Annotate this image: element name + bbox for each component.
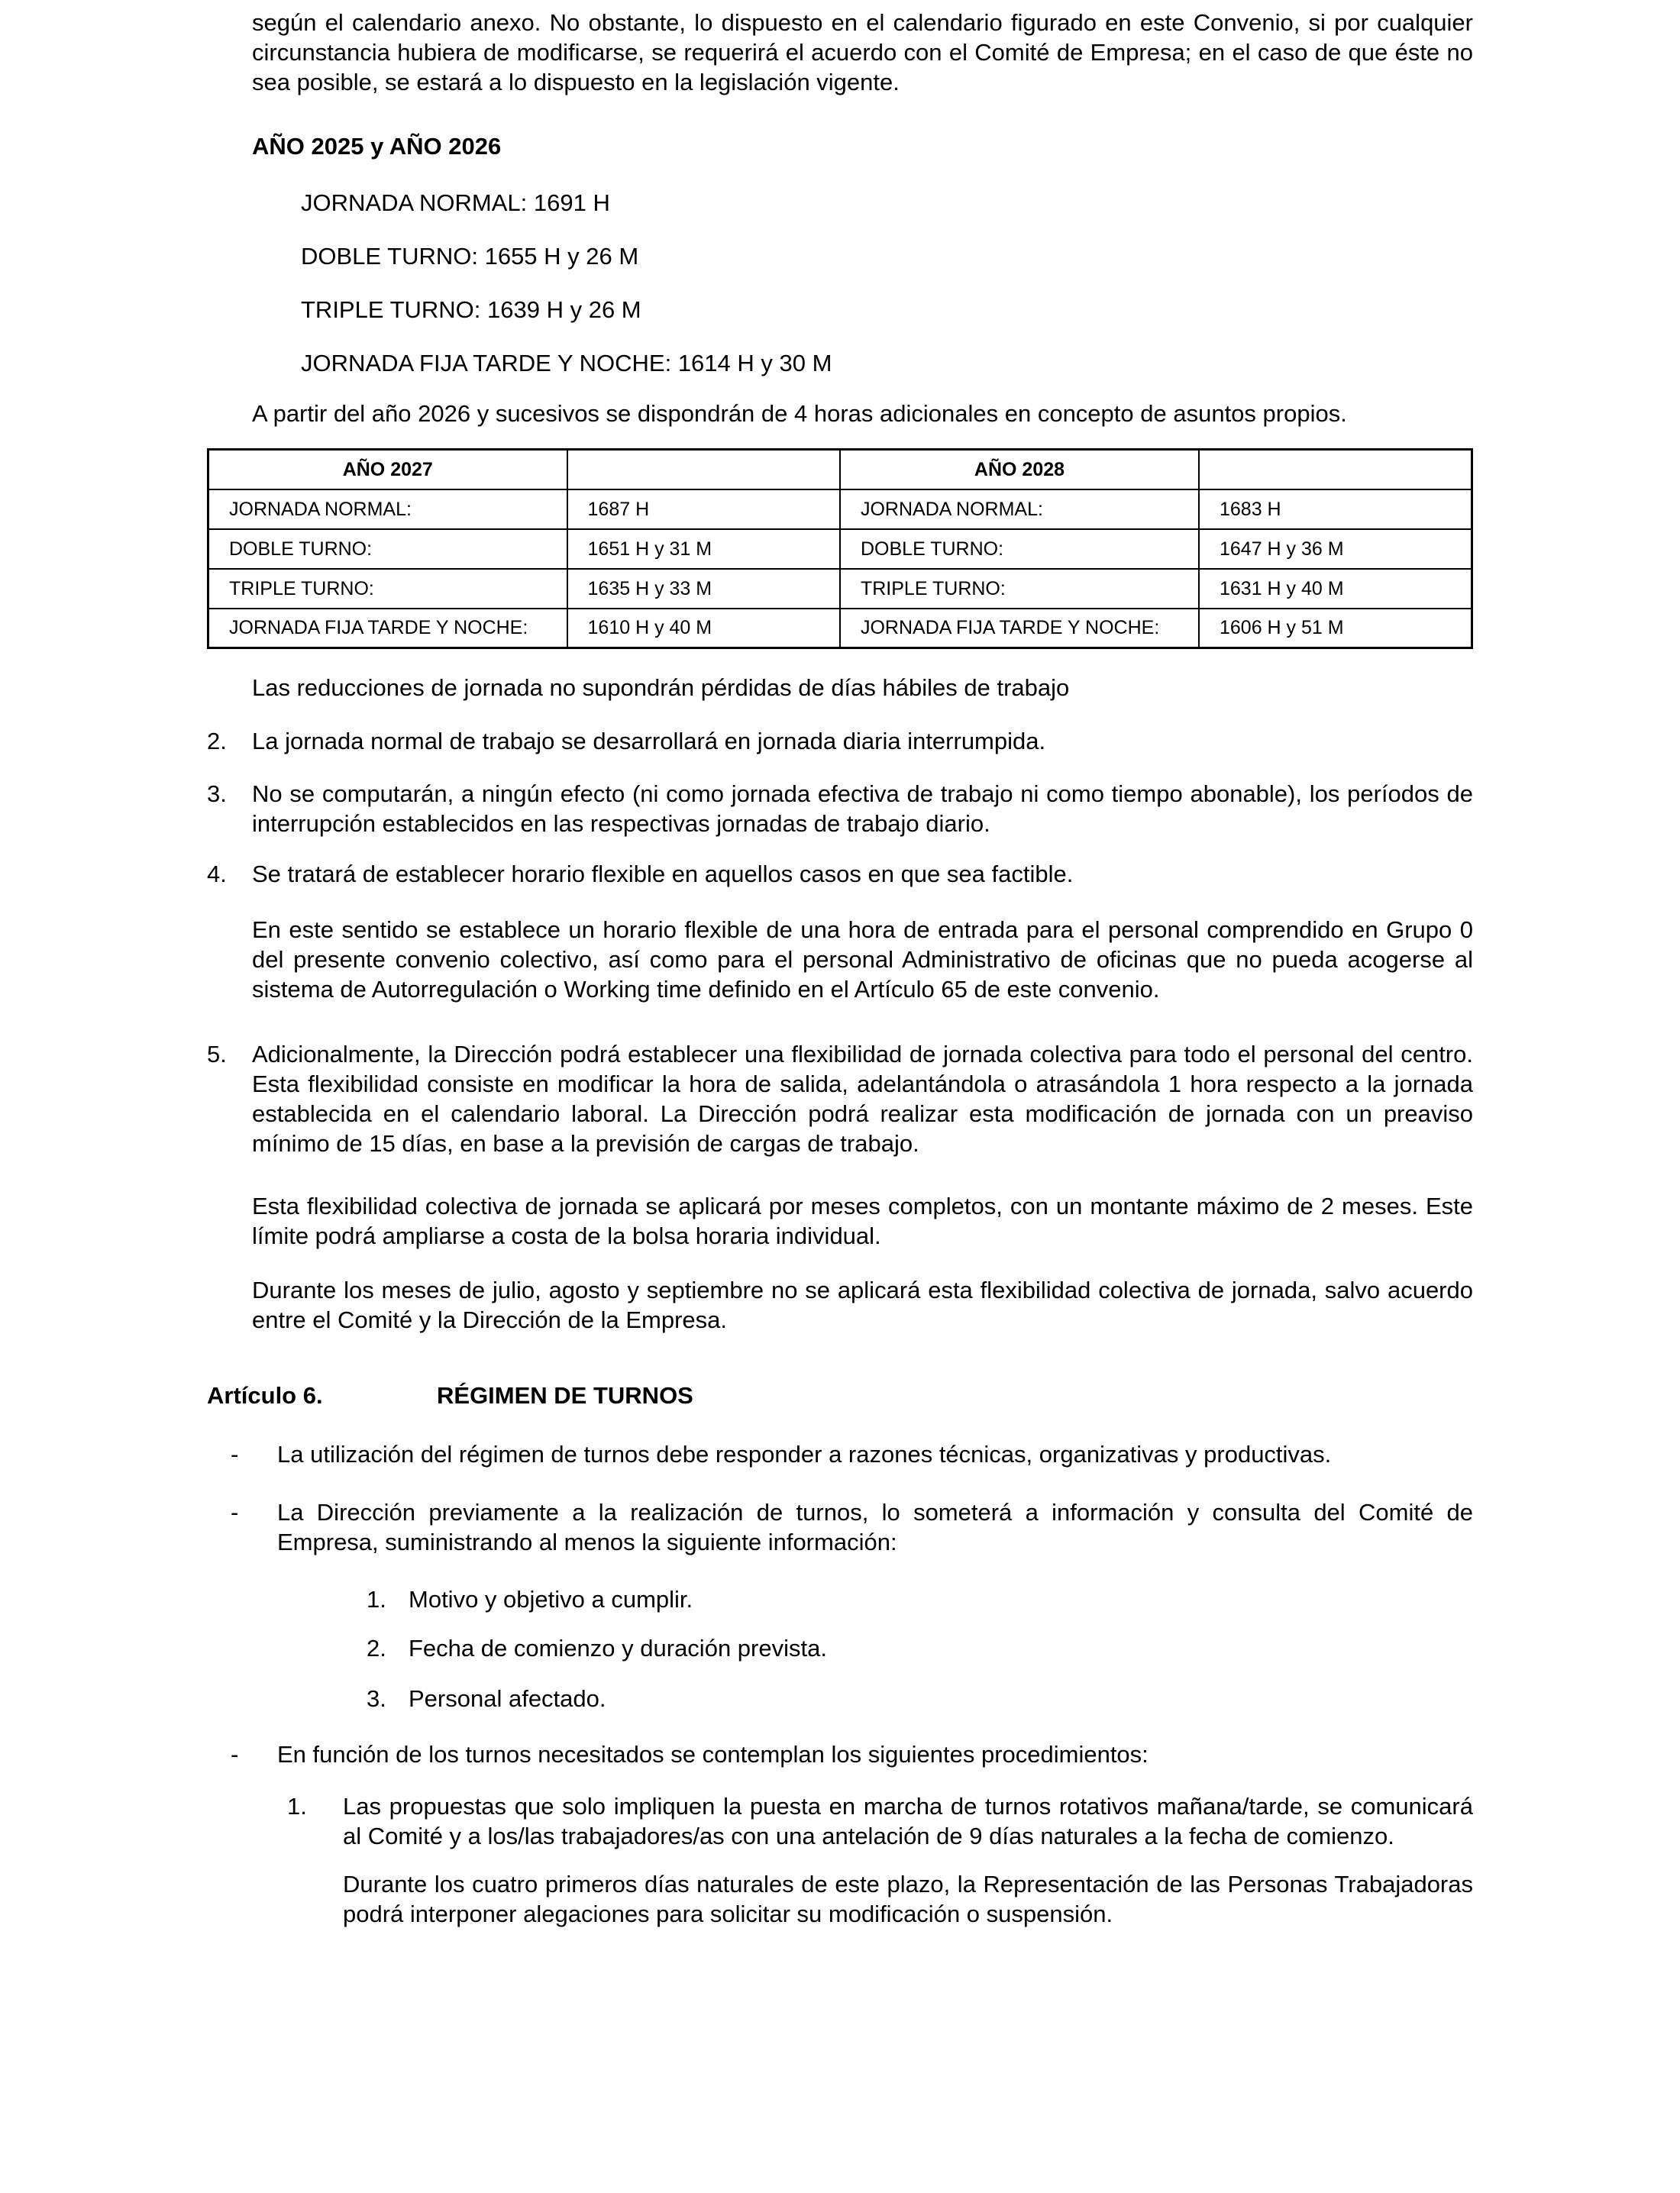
dash-item-3 (207, 1739, 1473, 1769)
table-cell-label: JORNADA FIJA TARDE Y NOCHE: (208, 609, 567, 648)
dash-item-1 (207, 1439, 1473, 1469)
doble-turno-line: DOBLE TURNO: 1655 H y 26 M (301, 243, 639, 270)
paragraph-reducciones: Las reducciones de jornada no supondrán pérdidas de días hábiles de trabajo (252, 674, 1070, 701)
table-header-row (208, 450, 1472, 489)
item-number: 3. (207, 780, 227, 807)
dash-item-text: En función de los turnos necesitados se contemplan los siguientes procedimientos: (277, 1741, 1149, 1768)
dash-item-text: La Dirección previamente a la realización de turnos, lo someterá a información y consulta del Comité de Empresa, suministrando al menos la siguiente información: (277, 1499, 1473, 1555)
info-item-1 (207, 1584, 1473, 1614)
numbered-item-5 (207, 1039, 1473, 1158)
dash-item-2 (207, 1497, 1473, 1557)
table-cell-value: 1683 H (1199, 489, 1472, 529)
table-cell-label: DOBLE TURNO: (208, 529, 567, 569)
numbered-item-4 (207, 859, 1473, 889)
table-cell-label: JORNADA NORMAL: (208, 489, 567, 529)
info-item-text: Personal afectado. (409, 1685, 606, 1712)
table-cell-value: 1647 H y 36 M (1199, 529, 1472, 569)
item-text: Se tratará de establecer horario flexible en aquellos casos en que sea factible. (252, 861, 1074, 887)
dash-item-text: La utilización del régimen de turnos debe responder a razones técnicas, organizativas y productivas. (277, 1441, 1332, 1468)
item-text: La jornada normal de trabajo se desarrollará en jornada diaria interrumpida. (252, 728, 1046, 754)
paragraph-horario-flexible-detail: En este sentido se establece un horario flexible de una hora de entrada para el personal comprendido en Grupo 0 del presente convenio colectivo, así como para el personal Administrativo de oficinas que no pueda acogerse al sistema de Autorregulación o Working time definido en el Artículo 65 de este convenio. (252, 916, 1473, 1003)
dash-marker: - (231, 1499, 239, 1526)
table-row (208, 489, 1472, 529)
item-number: 2. (207, 728, 227, 754)
triple-turno-line: TRIPLE TURNO: 1639 H y 26 M (301, 296, 641, 323)
info-item-number: 3. (367, 1685, 386, 1712)
numbered-item-2 (207, 726, 1473, 756)
info-item-text: Motivo y objetivo a cumplir. (409, 1586, 693, 1613)
table-cell-label: DOBLE TURNO: (840, 529, 1199, 569)
dash-marker: - (231, 1441, 239, 1468)
info-item-number: 2. (367, 1635, 386, 1662)
table-cell-value: 1610 H y 40 M (567, 609, 840, 648)
table-cell-value: 1635 H y 33 M (567, 569, 840, 609)
paragraph-flexibilidad-verano: Durante los meses de julio, agosto y septiembre no se aplicará esta flexibilidad colectiva de jornada, salvo acuerdo entre el Comité y la Dirección de la Empresa. (252, 1277, 1473, 1333)
table-cell-value: 1606 H y 51 M (1199, 609, 1472, 648)
numbered-item-3 (207, 779, 1473, 838)
dash-marker: - (231, 1741, 239, 1768)
item-number: 4. (207, 861, 227, 887)
item-text: Adicionalmente, la Dirección podrá establecer una flexibilidad de jornada colectiva para todo el personal del centro. Esta flexibilidad consiste en modificar la hora de salida, adelantándola o atrasándola 1 hora respecto a la jornada establecida en el calendario laboral. La Dirección podrá realizar esta modificación de jornada con un preaviso mínimo de 15 días, en base a la previsión de cargas de trabajo. (252, 1041, 1473, 1157)
table-cell-value: 1631 H y 40 M (1199, 569, 1472, 609)
procedure-number: 1. (287, 1793, 307, 1820)
table-row (208, 609, 1472, 648)
articulo-6-title: RÉGIMEN DE TURNOS (437, 1382, 693, 1409)
heading-ano-2025-2026: AÑO 2025 y AÑO 2026 (252, 133, 502, 160)
item-number: 5. (207, 1041, 227, 1067)
table-header-ano-2027: AÑO 2027 (208, 450, 567, 489)
jornada-normal-line: JORNADA NORMAL: 1691 H (301, 189, 610, 216)
table-cell-value: 1651 H y 31 M (567, 529, 840, 569)
info-item-text: Fecha de comienzo y duración prevista. (409, 1635, 827, 1662)
procedure-item-1 (207, 1791, 1473, 1851)
jornada-table (207, 448, 1473, 649)
table-header-spacer-1 (567, 450, 840, 489)
info-item-3 (207, 1684, 1473, 1713)
table-cell-label: JORNADA NORMAL: (840, 489, 1199, 529)
table-cell-value: 1687 H (567, 489, 840, 529)
table-row (208, 569, 1472, 609)
paragraph-alegaciones: Durante los cuatro primeros días naturales de este plazo, la Representación de las Personas Trabajadoras podrá interponer alegaciones para solicitar su modificación o suspensión. (343, 1871, 1473, 1927)
item-text: No se computarán, a ningún efecto (ni como jornada efectiva de trabajo ni como tiempo abonable), los períodos de interrupción establecidos en las respectivas jornadas de trabajo diario. (252, 780, 1473, 837)
table-row (208, 529, 1472, 569)
info-item-2 (207, 1633, 1473, 1663)
table-header-spacer-2 (1199, 450, 1472, 489)
table-cell-label: TRIPLE TURNO: (840, 569, 1199, 609)
table-cell-label: TRIPLE TURNO: (208, 569, 567, 609)
procedure-text: Las propuestas que solo impliquen la puesta en marcha de turnos rotativos mañana/tarde, se comunicará al Comité y a los/las trabajadores/as con una antelación de 9 días naturales a la fecha de comienzo. (343, 1793, 1473, 1849)
paragraph-flexibilidad-meses: Esta flexibilidad colectiva de jornada se aplicará por meses completos, con un montante máximo de 2 meses. Este límite podrá ampliarse a costa de la bolsa horaria individual. (252, 1193, 1473, 1249)
heading-articulo-6 (207, 1381, 1473, 1410)
articulo-6-label: Artículo 6. (207, 1382, 323, 1409)
jornada-fija-line: JORNADA FIJA TARDE Y NOCHE: 1614 H y 30 M (301, 350, 832, 376)
table-cell-label: JORNADA FIJA TARDE Y NOCHE: (840, 609, 1199, 648)
table-header-ano-2028: AÑO 2028 (840, 450, 1199, 489)
paragraph-calendar-continuation: según el calendario anexo. No obstante, lo dispuesto en el calendario figurado en este Convenio, si por cualquier circunstancia hubiera de modificarse, se requerirá el acuerdo con el Comité de Empresa; en el caso de que éste no sea posible, se estará a lo dispuesto en la legislación vigente. (252, 9, 1473, 95)
info-item-number: 1. (367, 1586, 386, 1613)
paragraph-horas-adicionales: A partir del año 2026 y sucesivos se dispondrán de 4 horas adicionales en concepto de asuntos propios. (252, 400, 1347, 427)
